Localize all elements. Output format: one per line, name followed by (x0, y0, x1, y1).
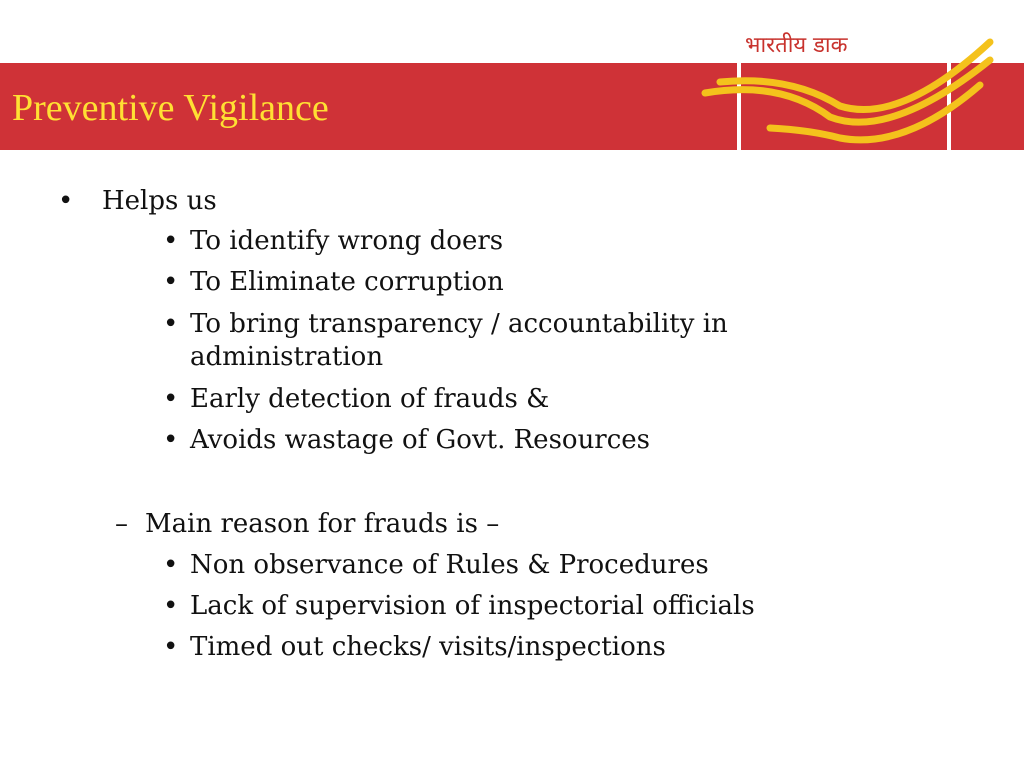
india-post-logo (690, 20, 1010, 155)
sub-bullet-text: Timed out checks/ visits/inspections (190, 632, 666, 662)
bullet-text: Helps us (102, 186, 217, 216)
sub-bullet-text: Non observance of Rules & Procedures (190, 550, 709, 580)
sub-bullet-marker: • (163, 591, 179, 621)
sub-bullet-text: To bring transparency / accountability in administration (190, 309, 728, 372)
sub-bullet-text: Lack of supervision of inspectorial officials (190, 591, 755, 621)
sub-bullet-marker: • (163, 384, 179, 414)
sub-bullet-marker: • (163, 550, 179, 580)
bullet-marker: • (58, 186, 74, 216)
logo-text: भारतीय डाक (745, 33, 848, 58)
sub-bullet-marker: • (163, 309, 179, 339)
sub-bullet-marker: • (163, 425, 179, 455)
sub-bullet-text: Avoids wastage of Govt. Resources (190, 425, 651, 455)
sub-bullet-text: To Eliminate corruption (190, 267, 504, 297)
sub-bullet-text: To identify wrong doers (190, 226, 504, 256)
sub-bullet-marker: • (163, 267, 179, 297)
slide-title: Preventive Vigilance (12, 87, 329, 129)
sub-bullet-marker: • (163, 632, 179, 662)
dash-marker: – (115, 509, 128, 539)
dash-text: Main reason for frauds is – (145, 509, 500, 539)
sub-bullet-text: Early detection of frauds & (190, 384, 550, 414)
sub-bullet-marker: • (163, 226, 179, 256)
